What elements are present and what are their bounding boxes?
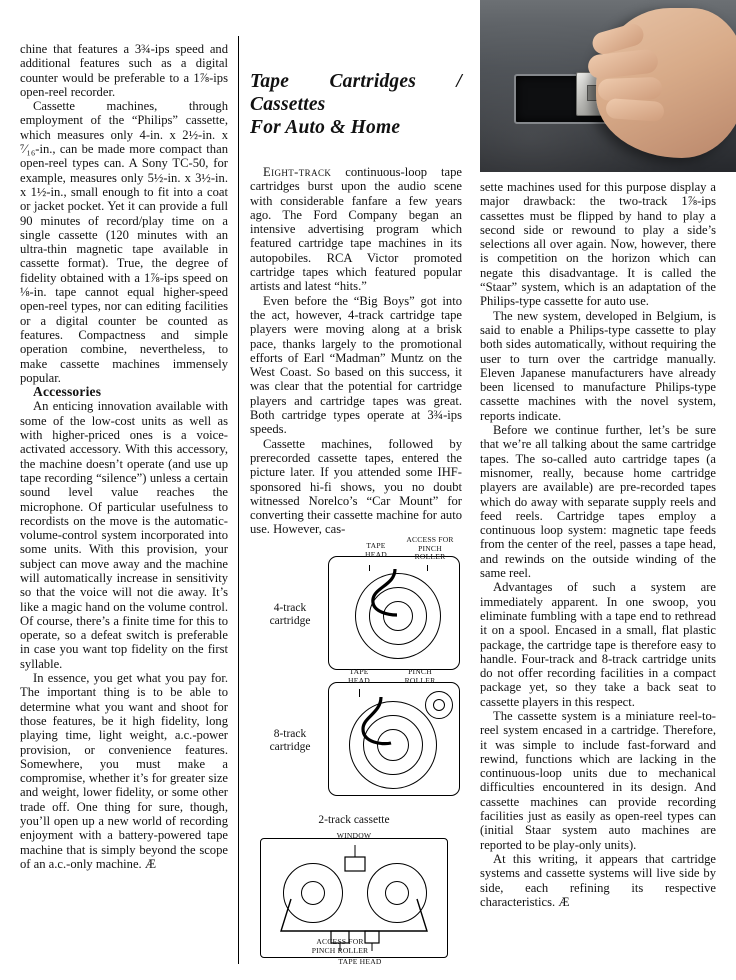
label-line: TAPE HEAD [338,957,382,966]
caption-line: cartridge [269,615,311,627]
paragraph-text: In essence, you get what you pay for. The important thing is to be able to determine what you want and shoot for those features, be it high fidelity, long playing time, light weight, a.c.-power provision, or convenience features. Somewhere, you must make a compromise, whether it’s for greater size and weight, lower fidelity, or some other trade off. One thing for sure, though, you’ll open up a new world of recording enjoyment with a battery-powered tape machine that is simply beyond the scope of an a.c.-only machine. [20,671,228,871]
diagram-8-track-cartridge [328,682,460,796]
label-line: WINDOW [336,831,372,840]
paragraph: sette machines used for this purpose display a major drawback: the two-track 1⅞-ips cassettes must be flipped by hand to play a second side or rewound to play a side’s selections all over again. Now, however, there is competition on the horizon which can negate this disadvantage. It is called the “Staar” system, which is an adaptation of the Philips-type cassette for auto use. [480,180,716,309]
accessories-heading: Accessories [33,384,102,400]
diagram-4-track-cartridge [328,556,460,670]
finger-middle [598,77,663,101]
label-line: ROLLER [414,552,446,562]
headline-line-1: Tape Cartridges / Cassettes [250,71,462,115]
paragraph: An enticing innovation available with some of the low-cost units as well as with higher-priced ones is a voice-activated accessory. With this accessory, the machine doesn’t operate (and use up tape recording “silence”) unless a certain sound level value reaches the microphone. Of particular usefulness to recordists on the move is the automatic-volume-control system incorporated into some units. With this provision, your subject can move away and the machine will automatically increase in sensitivity so that the voice will not die away. It’s like a magic hand on the volume control. Of course, there’s a finite time for this to operate, so a defeat switch is preferable in case you want top fidelity on the first syllable. [20,399,228,671]
paragraph: Before we continue further, let’s be sure that we’re all talking about the same cartridge tapes. The so-called auto cartridge tapes (a misnomer, really, because home cartridge players are available) are pre-recorded tapes which do away with separate supply reels and feed reels. Cartridge tapes employ a continuous loop system: magnetic tape feeds from the center of the reel, passes a tape head, and rewinds on the outside winding of the same reel. [480,423,716,581]
caption-line: 2-track cassette [318,814,390,826]
caption-8-track [258,728,322,754]
tape-path [329,557,459,669]
headline-line-2: For Auto & Home [250,117,401,138]
label-line: ROLLER [404,675,436,685]
label-line: HEAD [348,675,370,685]
column-three [480,180,716,909]
label-access-pinch-roller [302,938,378,955]
label-line: PINCH [418,543,442,553]
label-line: HEAD [365,549,387,559]
finger-ring [605,98,664,122]
article-headline [250,70,462,139]
paragraph: Even before the “Big Boys” got into the act, however, 4-track cartridge tape players were moving along at a brisk pace, thanks largely to the promotional efforts of Earl “Madman” Muntz on the West Coast. So based on this success, it was clear that the potential for cartridge players and cartridge tapes was great. Both cartridge types operate at 3¾-ips speeds. [250,293,462,437]
paragraph: Cassette machines, through employment of the “Philips” cassette, which measures only 4-in. x 2½-in. x ⁷⁄₁₆-in., can be made more compact than open-reel types can. A Sony TC-50, for example, measures only 5½-in. x 3½-in. x 1½-in., small enough to fit into a coat or jacket pocket. Yet it can provide a full 90 minutes of record/play time on a single cassette (120 minutes with an ultra-thin magnetic tape available in cassette format). True, the degree of fidelity obtained with a 1⅞-ips speed on ⅛-in. tape cannot equal higher-speed open-reel types, nor can editing facilities or a digital counter be counted as features. Compactness and simple operation combine, nevertheless, to make cassette machines immensely popular. [20,99,228,385]
caption-4-track [258,602,322,628]
lead-small-caps: Eight-track [263,165,332,179]
column-two [250,70,462,537]
label-window [324,832,384,841]
tape-path [329,683,459,795]
leader-line-head [359,689,360,697]
label-tape-head-cassette [330,958,390,967]
paragraph-lead [250,165,462,294]
caption-line: 8-track [273,728,307,740]
lead-rest: continuous-loop tape cartridges burst upon the audio scene with considerable fanfare a few years ago. The Ford Company began an intensive advertising program which featured cartridge tape machines in its autopobiles. RCA Victor promoted cartridge tapes which featured popular artists and latest “hits.” [250,165,462,294]
label-tape-head-4 [354,542,398,559]
caption-line: cartridge [269,741,311,753]
label-line: ACCESS FOR [316,937,364,946]
label-line: PINCH ROLLER [311,945,369,955]
label-line: PINCH [408,667,432,676]
column-one [20,42,228,871]
paragraph [20,671,228,871]
label-line: TAPE [366,541,386,550]
photo-cassette-insertion [480,0,736,172]
label-pinch-roller-4 [402,536,458,562]
leader-line-head [369,565,370,571]
paragraph: The new system, developed in Belgium, is said to enable a Philips-type cassette to play both sides automatically, without requiring the user to turn over the cartridge manually. Eleven Japanese manufacturers have already been licensed to manufacture Philips-type cassette machines with the novel system, reports indicate. [480,308,716,423]
paragraph: Advantages of such a system are immediately apparent. In one swoop, you eliminate fumbling with a tape end to rethread it on a spool. Encased in a small, flat plastic package, the cartridge tape is therefore easy to handle. Four-track and 8-track cartridge units do not offer recording facilities in a compact package yet, so they take a back seat to cassette players in this respect. [480,580,716,709]
column-divider [238,36,239,964]
paragraph: chine that features a 3¾-ips speed and additional features such as a digital counter would be preferable to a 1⅞-ips open-reel recorder. [20,42,228,99]
label-pinch-roller-8 [398,668,442,685]
diagram-group [250,535,462,966]
end-mark: Æ [558,894,570,909]
caption-line: 4-track [273,602,307,614]
label-tape-head-8 [340,668,378,685]
paragraph [480,852,716,909]
paragraph: Cassette machines, followed by prerecorded cassette tapes, entered the picture later. If you attended some IHF-sponsored hi-fi shows, you no doubt witnessed Norelco’s “Car Mount” for converting their cassette machine for auto use. However, cas- [250,436,462,537]
paragraph-text: At this writing, it appears that cartridge systems and cassette systems will live side by side, each refining its respective characteristics. [480,851,716,909]
label-line: ACCESS FOR [406,535,454,544]
label-line: TAPE [349,667,369,676]
leader-line-roller [427,565,428,571]
caption-2-track-cassette [286,814,422,827]
paragraph: The cassette system is a miniature reel-to-reel system encased in a cartridge. Therefore, it was simple to include fast-forward and rewind, functions which are lacking in the continuous-loop units due to mechanical difficulties encountered in its design. And cassette machines can provide recording facilities just as easily as open-reel types can (initial Staar system auto machines are reported to be play-only units). [480,708,716,852]
end-mark: Æ [144,856,157,871]
